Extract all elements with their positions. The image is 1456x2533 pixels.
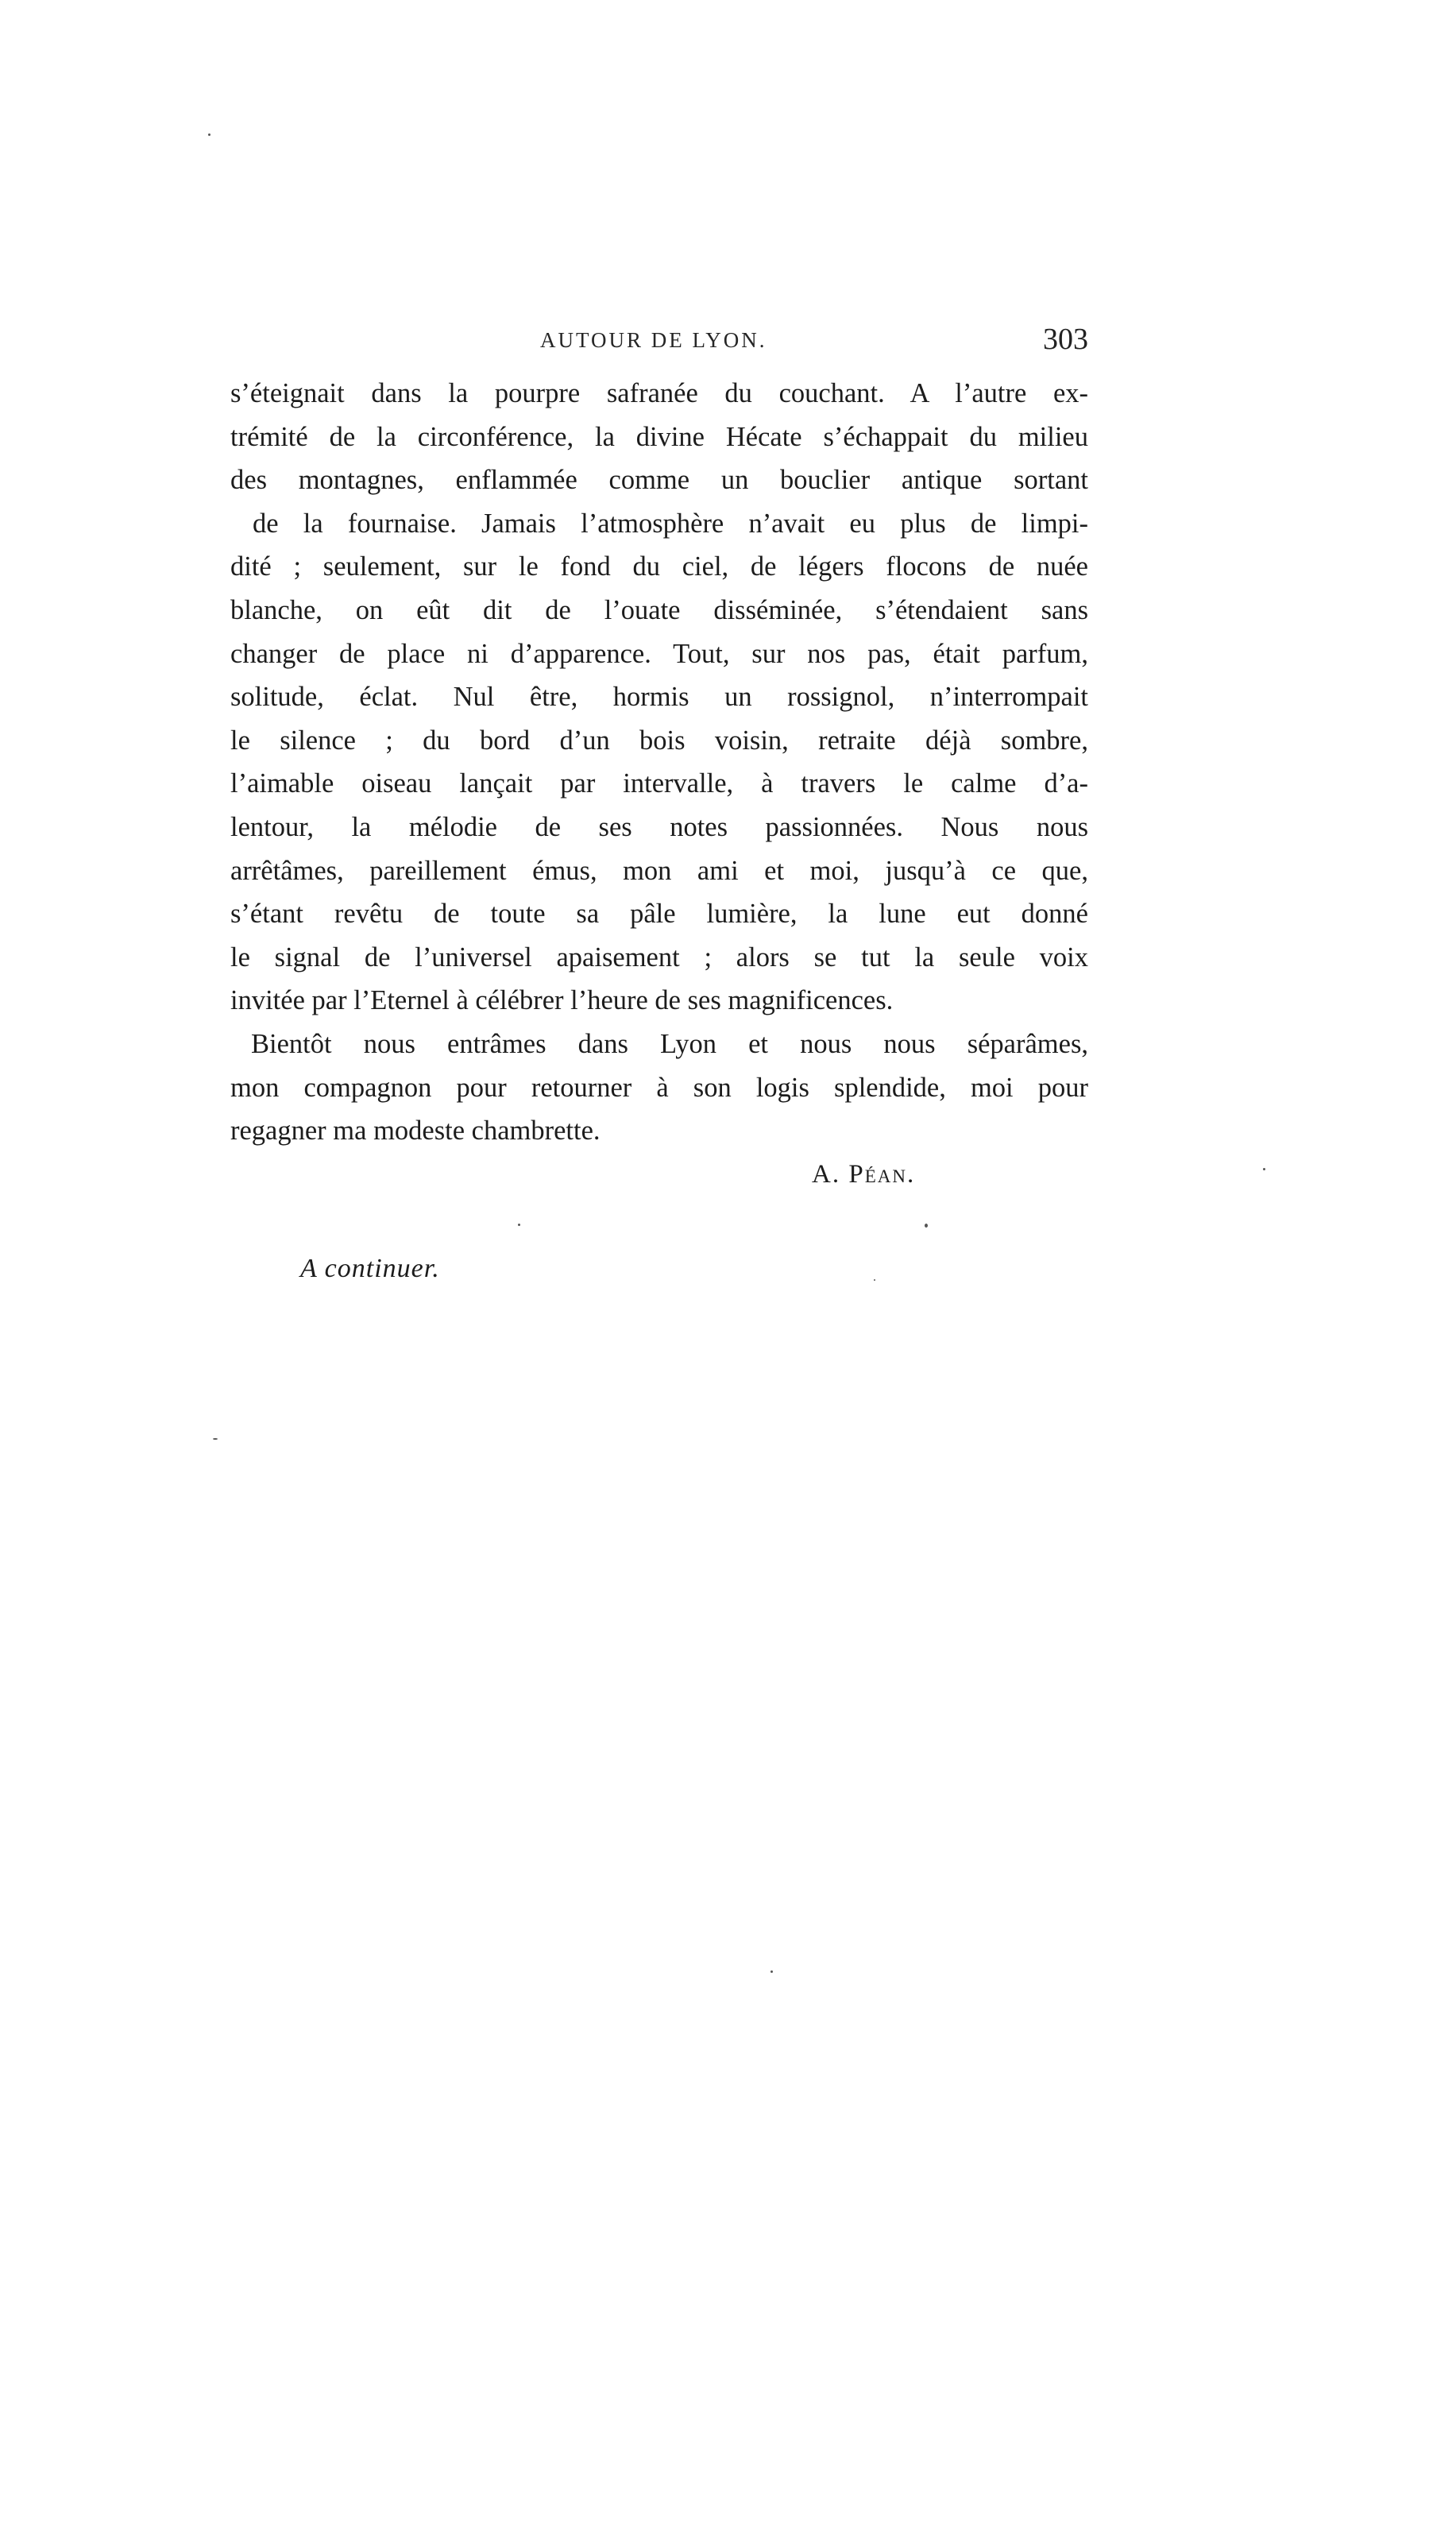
running-head [230,322,1088,369]
text-line: mon compagnon pour retourner à son logis splendide, moi pour [230,1072,1088,1103]
text-line: le signal de l’universel apaisement ; alors se tut la seule voix [230,942,1088,973]
text-line: de la fournaise. Jamais l’atmosphère n’avait eu plus de limpi- [253,508,1088,539]
scan-speck [213,1438,218,1440]
text-line: trémité de la circonférence, la divine Hécate s’échappait du milieu [230,421,1088,452]
scan-speck [208,133,210,136]
text-line: s’éteignait dans la pourpre safranée du couchant. A l’autre ex- [230,378,1088,408]
running-title: AUTOUR DE LYON. [540,328,767,352]
scan-speck [925,1224,928,1228]
scan-speck [770,1970,773,1973]
scan-speck [1263,1168,1265,1170]
text-line: arrêtâmes, pareillement émus, mon ami et moi, jusqu’à ce que, [230,855,1088,886]
page-number: 303 [1043,323,1088,356]
text-line: lentour, la mélodie de ses notes passionnées. Nous nous [230,811,1088,842]
text-line: blanche, on eût dit de l’ouate disséminée, s’étendaient sans [230,594,1088,625]
paragraph-2 [230,1023,1088,1153]
text-line: s’étant revêtu de toute sa pâle lumière, la lune eut donné [230,899,1088,930]
text-line: invitée par l’Eternel à célébrer l’heure de ses magnificences. [230,985,894,1016]
continuation-note: A continuer. [300,1254,440,1283]
author-initial: A. [812,1160,841,1189]
author-signature [812,1160,915,1189]
paragraph-1 [230,372,1088,1023]
author-surname: Péan. [848,1160,916,1189]
scan-speck [518,1224,520,1226]
body-text [230,372,1088,1153]
text-line: Bientôt nous entrâmes dans Lyon et nous nous séparâmes, [251,1028,1088,1059]
text-line: changer de place ni d’apparence. Tout, sur nos pas, était parfum, [230,638,1088,669]
text-line: des montagnes, enflammée comme un bouclier antique sortant [230,465,1088,496]
text-line: regagner ma modeste chambrette. [230,1116,601,1147]
text-line: dité ; seulement, sur le fond du ciel, de légers flocons de nuée [230,551,1088,582]
text-line: l’aimable oiseau lançait par intervalle, à travers le calme d’a- [230,768,1088,799]
text-line: le silence ; du bord d’un bois voisin, retraite déjà sombre, [230,725,1088,756]
text-line: solitude, éclat. Nul être, hormis un rossignol, n’interrompait [230,682,1088,713]
scan-speck [874,1279,875,1281]
